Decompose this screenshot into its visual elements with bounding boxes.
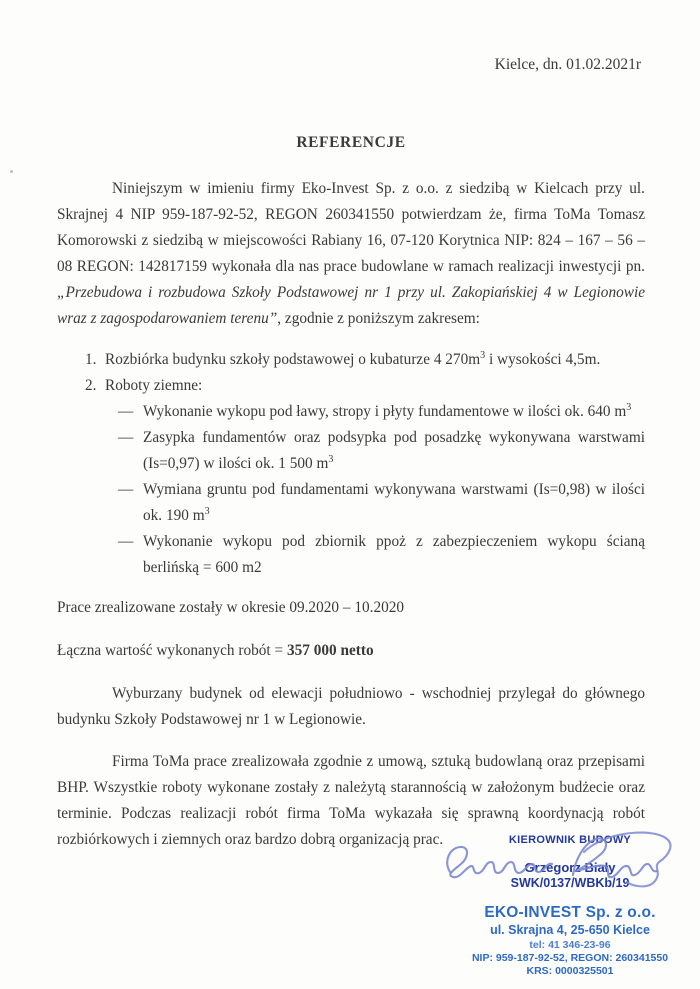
sub-list-item (57, 425, 645, 477)
item-text-tail: i wysokości 4,5m. (485, 351, 601, 369)
stamp-nip-regon: NIP: 959-187-92-52, REGON: 260341550 (471, 952, 669, 965)
works-period-line: Prace zrealizowane zostały w okresie 09.2020 – 10.2020 (57, 599, 405, 617)
item-text: Zasypka fundamentów oraz podsypka pod posadzkę wykonywana warstwami (Is=0,97) w ilości ok. 1 500 m (143, 429, 645, 473)
superscript: 3 (328, 454, 334, 466)
scan-speck (10, 170, 13, 173)
sub-list-item (57, 399, 645, 425)
stamp-company-name: EKO-INVEST Sp. z o.o. (484, 904, 656, 921)
item-text: Wymiana gruntu pod fundamentami wykonywana warstwami (Is=0,98) w ilości ok. 190 m (143, 481, 645, 525)
value-prefix: Łączna wartość wykonanych robót = (57, 642, 287, 660)
closing-paragraph-1: Wyburzany budynek od elewacji południowo - wschodniej przylegał do głównego budynku Szkoły Podstawowej nr 1 w Legionowie. (57, 685, 645, 729)
investment-title-quote: „Przebudowa i rozbudowa Szkoły Podstawowej nr 1 przy ul. Zakopiańskiej 4 w Legionowie wraz z zagospodarowaniem terenu” (57, 284, 645, 327)
item-text: Rozbiórka budynku szkoły podstawowej o kubaturze 4 270m (105, 351, 481, 369)
dash-marker: — (118, 481, 134, 499)
intro-paragraph (57, 176, 645, 332)
sub-item-text (143, 529, 645, 581)
superscript: 3 (626, 402, 632, 414)
stamp-krs: KRS: 0000325501 (526, 965, 614, 978)
stamp-phone: tel: 41 346-23-96 (529, 939, 611, 951)
stamp-address: ul. Skrajna 4, 25-650 Kielce (490, 923, 650, 938)
sub-list-item (57, 477, 645, 529)
total-value-line (57, 638, 645, 664)
dash-marker: — (118, 403, 134, 421)
date-line: Kielce, dn. 01.02.2021r (494, 56, 641, 73)
company-stamp (450, 903, 690, 978)
sub-item-text (143, 477, 645, 529)
signer-role: KIEROWNIK BUDOWY (508, 834, 632, 846)
signer-name: Grzegorz Biały (524, 860, 616, 875)
intro-text: Niniejszym w imieniu firmy Eko-Invest Sp. z o.o. z siedzibą w Kielcach przy ul. Skrajnej 4 NIP 959-187-92-52, REGON 260341550 potwierdzam że, firma ToMa Tomasz Komorowski z siedzibą w miejscowości Rabiany 16, 07-120 Korytnica NIP: 824 – 167 – 56 – 08 REGON: 142817159 wykonała dla nas prace budowlane w ramach realizacji inwestycji pn. (57, 180, 645, 275)
list-number: 1. (85, 351, 97, 369)
superscript: 3 (204, 506, 210, 518)
dash-marker: — (118, 429, 134, 447)
list-item (57, 373, 645, 399)
closing-paragraph-2: Firma ToMa prace zrealizowała zgodnie z umową, sztuką budowlaną oraz przepisami BHP. Wszystkie roboty wykonane zostały z należytą starannością w założonym budżecie oraz terminie. Podczas realizacji robót firma ToMa wykazała się sprawną koordynacją robót rozbiórkowych i ziemnych oraz bardzo dobrą organizacją prac. (57, 752, 645, 848)
signature-block (450, 834, 690, 978)
document-body (57, 0, 645, 868)
list-number: 2. (85, 377, 97, 395)
item-text: Wykonanie wykopu pod ławy, stropy i płyty fundamentowe w ilości ok. 640 m (143, 403, 627, 421)
value-amount: 357 000 netto (286, 642, 374, 660)
signer-license-number: SWK/0137/WBKb/19 (510, 876, 630, 890)
list-item (57, 347, 645, 373)
sub-list-item (57, 529, 645, 581)
scope-of-works-list (57, 347, 645, 581)
sub-item-text (143, 399, 645, 425)
list-item-text: Roboty ziemne: (105, 377, 203, 395)
intro-text-after: , zgodnie z poniższym zakresem: (277, 310, 480, 327)
list-item-text (105, 347, 645, 373)
superscript: 3 (480, 350, 486, 362)
dash-marker: — (118, 533, 134, 551)
item-text: Wykonanie wykopu pod zbiornik ppoż z zabezpieczeniem wykopu ścianą berlińską = 600 m2 (143, 533, 645, 577)
document-title: REFERENCJE (296, 134, 406, 151)
sub-item-text (143, 425, 645, 477)
